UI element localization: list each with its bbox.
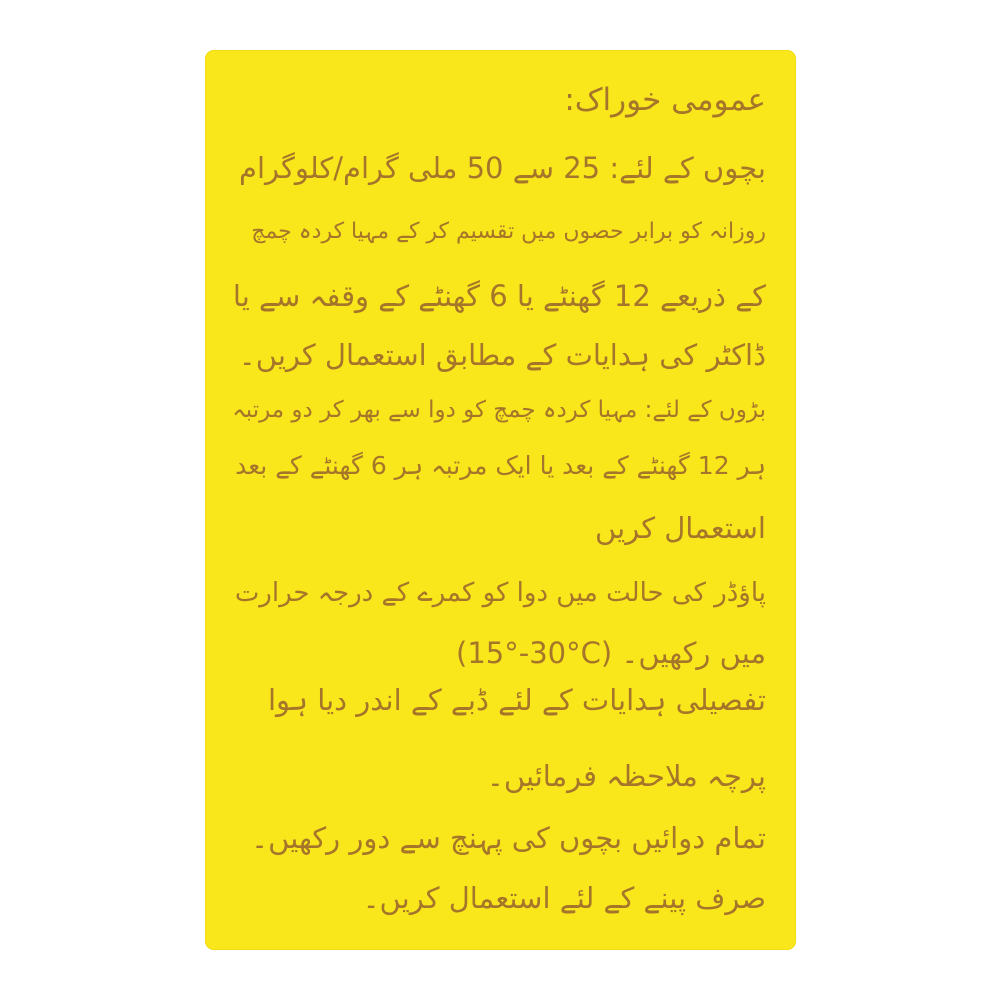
adult-dose-line-2: ہر 12 گھنٹے کے بعد یا ایک مرتبہ ہر 6 گھنٹے کے بعد: [235, 451, 766, 480]
adult-dose-line-1: بڑوں کے لئے: مہیا کردہ چمچ کو دوا سے بھر کر دو مرتبہ: [232, 397, 766, 423]
children-dose-line-1: بچوں کے لئے: 25 سے 50 ملی گرام/کلوگرام: [239, 151, 766, 185]
children-dose-line-2: روزانہ کو برابر حصوں میں تقسیم کر کے مہیا کردہ چمچ: [251, 219, 766, 244]
medicine-leaflet: [205, 50, 796, 950]
instructions-line-2: پرچہ ملاحظہ فرمائیں۔: [486, 759, 766, 793]
children-dose-line-3: کے ذریعے 12 گھنٹے یا 6 گھنٹے کے وقفہ سے یا: [232, 279, 766, 313]
children-reach-warning: تمام دوائیں بچوں کی پہنچ سے دور رکھیں۔: [251, 821, 766, 855]
children-dose-line-4: ڈاکٹر کی ہدایات کے مطابق استعمال کریں۔: [238, 338, 766, 372]
oral-use-note: صرف پینے کے لئے استعمال کریں۔: [362, 881, 766, 915]
storage-line-2: (15°-30°C) میں رکھیں۔: [456, 636, 766, 670]
adult-dose-line-3: استعمال کریں: [595, 511, 766, 545]
storage-line-1: پاؤڈر کی حالت میں دوا کو کمرے کے درجہ حرارت: [234, 578, 766, 608]
instructions-line-1: تفصیلی ہدایات کے لئے ڈبے کے اندر دیا ہوا: [268, 683, 766, 717]
dosage-heading: عمومی خوراک:: [564, 82, 766, 118]
